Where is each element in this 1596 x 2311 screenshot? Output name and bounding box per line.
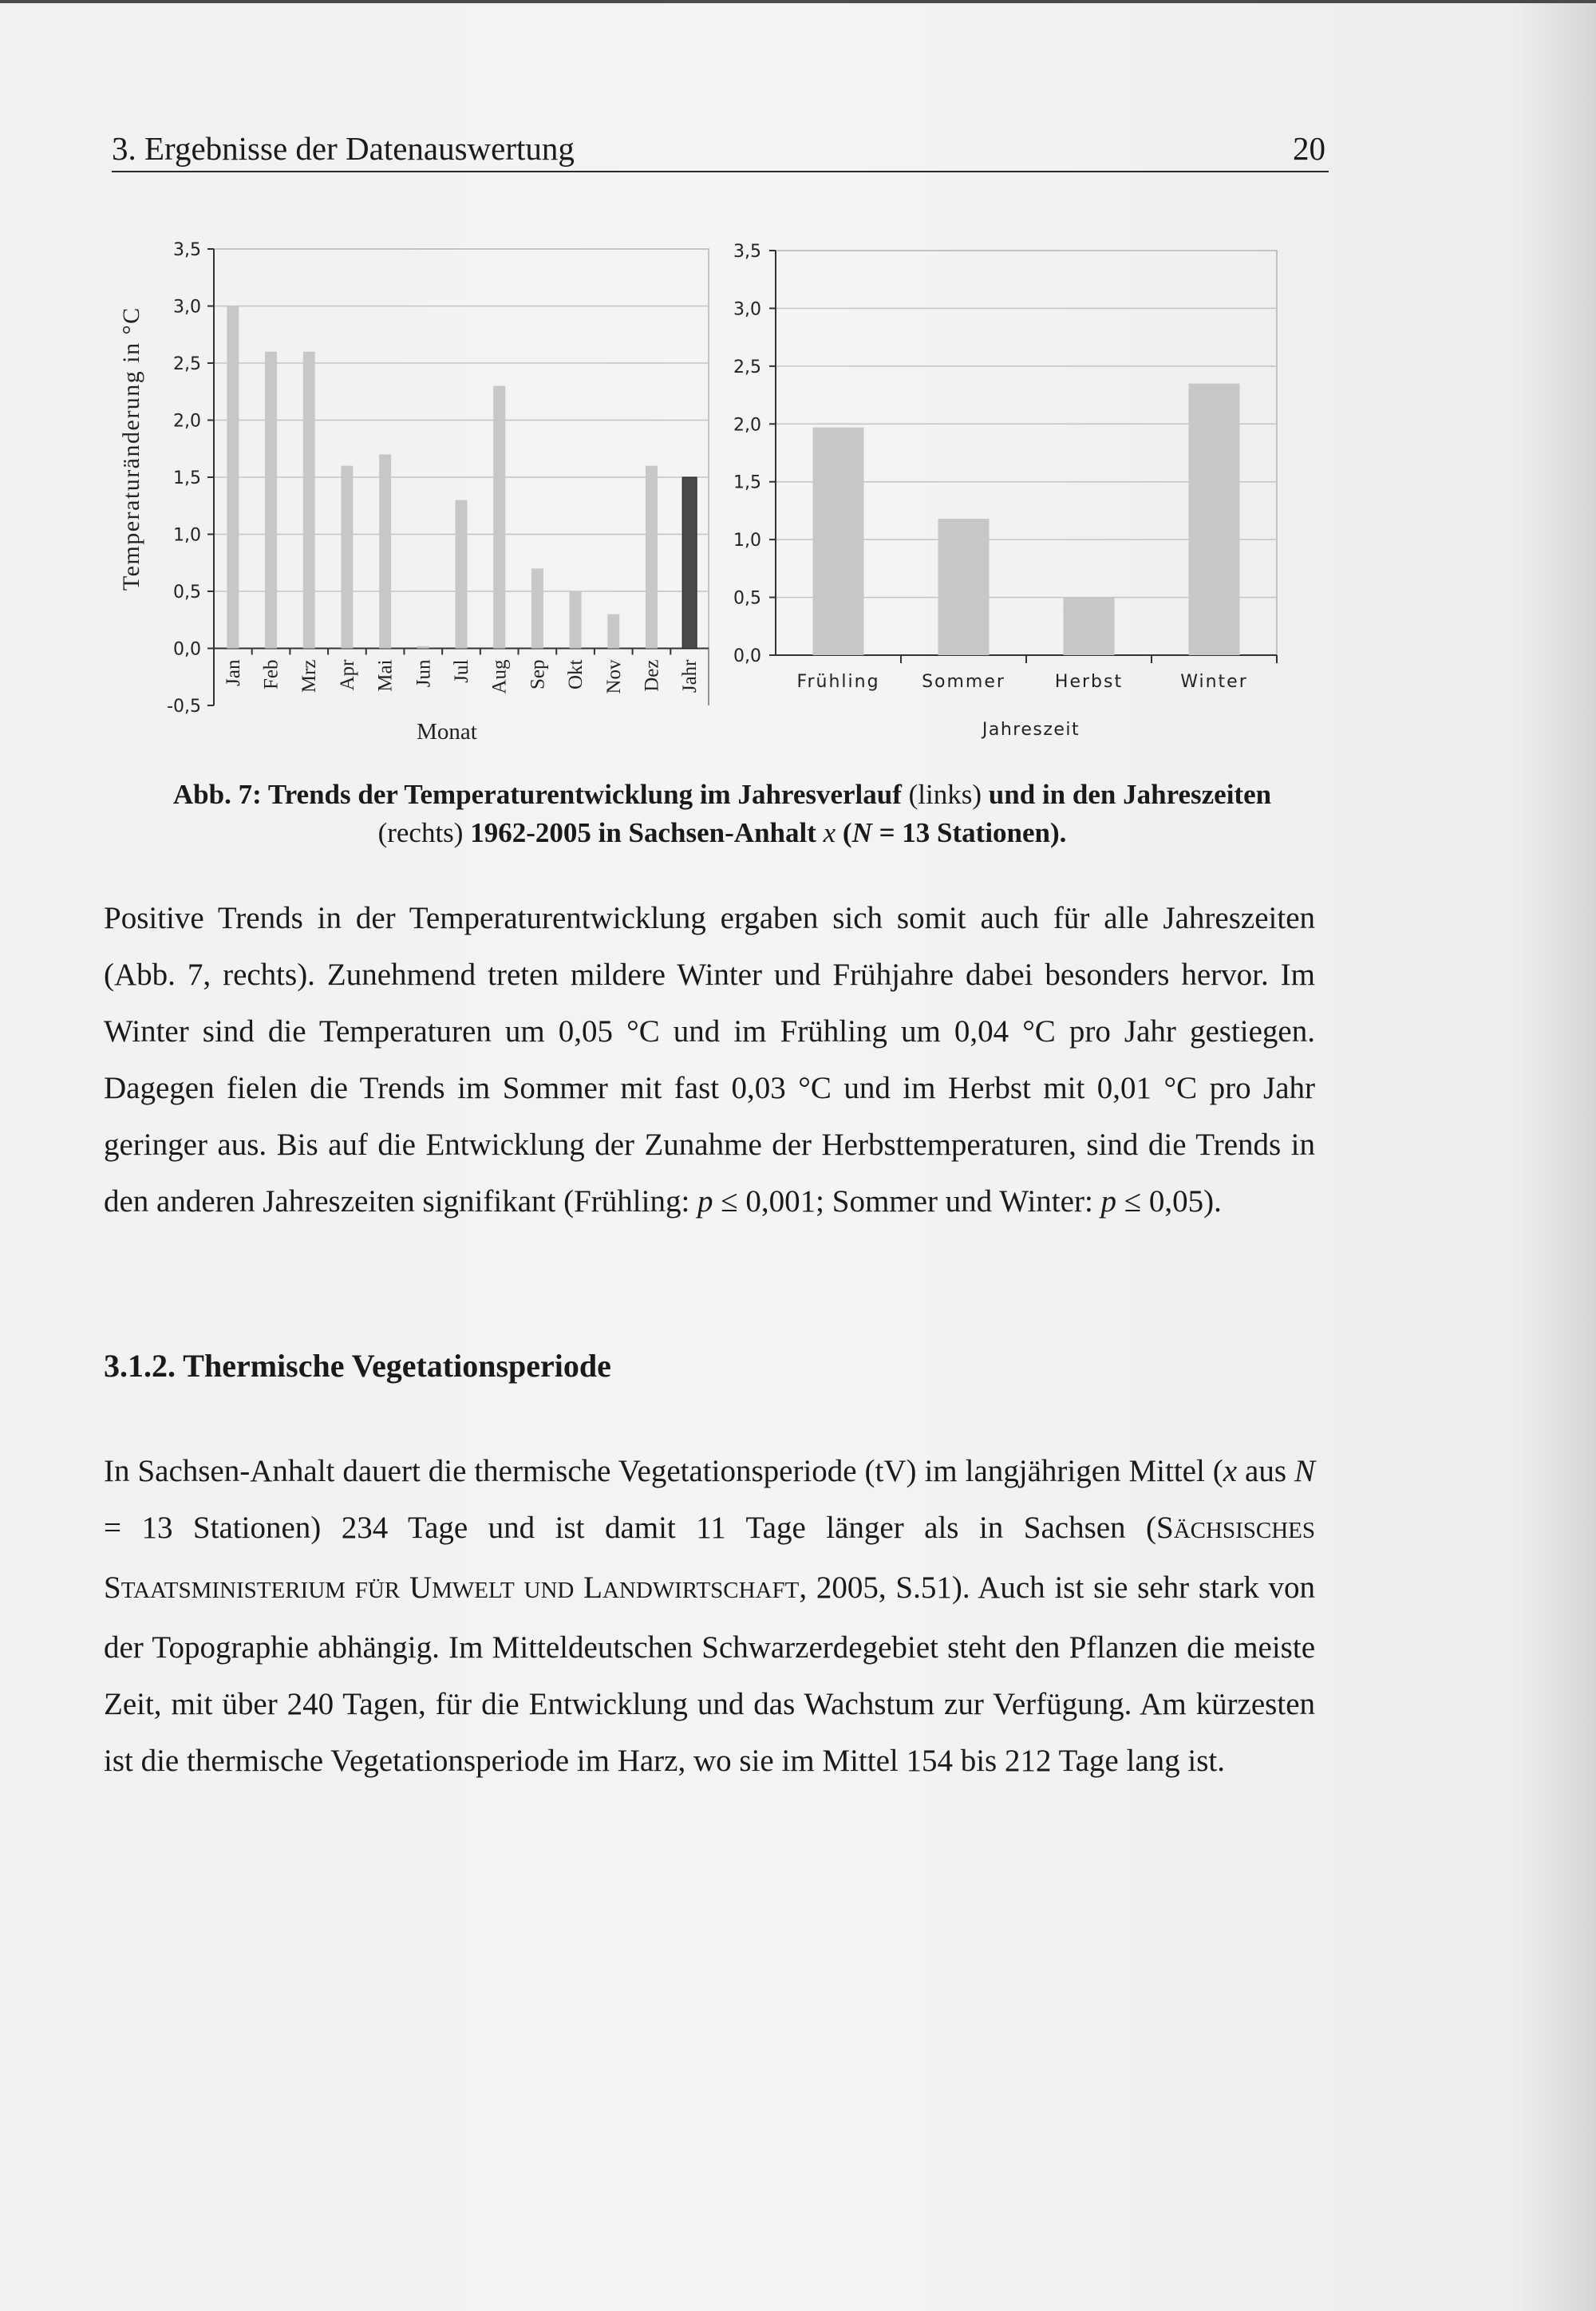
caption-n-tail: = 13 Stationen). <box>871 817 1067 848</box>
para2-text2: aus <box>1237 1454 1294 1488</box>
bar-nov <box>607 614 619 649</box>
bar-dez <box>646 466 658 649</box>
x-tick-label: Okt <box>565 659 587 689</box>
bar-feb <box>265 352 277 649</box>
sc-4-big: U <box>409 1570 433 1605</box>
sc-2-big: S <box>104 1570 121 1605</box>
sc-4-small: MWELT <box>432 1578 515 1603</box>
caption-bold-3: 1962-2005 in Sachsen-Anhalt <box>470 817 824 848</box>
chart-seasonal-trends <box>702 227 1293 746</box>
bar-aug <box>493 386 505 649</box>
bar-mai <box>379 454 391 648</box>
bar-jul <box>456 500 468 649</box>
para1-text3: ≤ 0,05). <box>1116 1184 1222 1219</box>
x-tick-label: Sep <box>527 659 549 689</box>
y-tick-label: 3,5 <box>173 240 201 260</box>
bar-jun <box>417 646 429 649</box>
bar-apr <box>341 466 353 649</box>
x-axis-title: Monat <box>417 719 477 745</box>
y-tick-label: 3,0 <box>733 299 761 320</box>
sc-6-big: L <box>583 1570 602 1605</box>
caption-bold-2: und in den Jahreszeiten <box>988 779 1272 810</box>
bar-frühling <box>813 428 864 655</box>
x-tick-label: Mrz <box>298 659 321 693</box>
x-tick-label: Jahr <box>679 659 701 693</box>
x-tick-label: Mai <box>374 659 397 692</box>
y-tick-label: 2,5 <box>733 357 761 377</box>
bar-sep <box>531 568 543 648</box>
x-tick-label: Jan <box>222 659 244 686</box>
x-tick-label: Sommer <box>922 672 1005 692</box>
chart-monthly-trends <box>112 227 734 746</box>
bar-jahr <box>682 477 697 649</box>
para2-n: N <box>1294 1454 1315 1488</box>
x-tick-label: Apr <box>336 659 358 691</box>
y-tick-label: 1,5 <box>733 472 761 493</box>
caption-x-symbol: x <box>823 817 836 848</box>
sc-1-big: S <box>1156 1511 1174 1545</box>
x-tick-label: Aug <box>488 659 511 694</box>
figure-caption <box>104 776 1341 852</box>
bar-okt <box>570 591 582 649</box>
x-tick-label: Frühling <box>796 672 880 692</box>
page-number: 20 <box>1293 130 1325 167</box>
x-tick-label: Jul <box>451 659 472 683</box>
caption-rechts: (rechts) <box>377 817 471 848</box>
y-tick-label: -0,5 <box>167 697 201 717</box>
x-tick-label: Nov <box>602 659 625 694</box>
bar-winter <box>1189 384 1240 655</box>
bar-mrz <box>303 352 315 649</box>
y-tick-label: 3,5 <box>733 242 761 262</box>
caption-links: (links) <box>901 779 989 810</box>
page-header <box>112 121 1329 172</box>
sc-1-small: ÄCHSISCHES <box>1173 1518 1315 1543</box>
y-tick-label: 2,0 <box>173 411 201 432</box>
x-tick-label: Winter <box>1180 672 1248 692</box>
chapter-title: 3. Ergebnisse der Datenauswertung <box>112 130 575 167</box>
y-tick-label: 2,5 <box>173 354 201 374</box>
para2-text1: In Sachsen-Anhalt dauert die thermische Vegetationsperiode (tV) im langjährigen Mittel ( <box>104 1454 1223 1488</box>
para2-text3: = 13 Stationen) 234 Tage und ist damit 11 Tage länger als in Sachsen ( <box>104 1511 1157 1545</box>
y-axis-title: Temperaturänderung in °C <box>118 306 144 591</box>
y-tick-label: 0,5 <box>733 588 761 609</box>
para1-text1: Positive Trends in der Temperaturentwicklung ergaben sich somit auch für alle Jahreszeiten (Abb. 7, rechts). Zunehmend treten mildere Winter und Frühjahre dabei besonders hervor. Im Winter sind die Temperaturen um 0,05 °C und im Frühling um 0,04 °C pro Jahr gestiegen. Dagegen fielen die Trends im Sommer mit fast 0,03 °C und im Herbst mit 0,01 °C pro Jahr geringer aus. Bis auf die Entwicklung der Zunahme der Herbsttemperaturen, sind die Trends in den anderen Jahreszeiten signifikant (Frühling: <box>104 901 1315 1219</box>
caption-n-symbol: N <box>851 817 872 848</box>
scan-top-edge <box>0 0 1596 3</box>
x-tick-label: Jun <box>413 659 435 688</box>
x-tick-label: Feb <box>260 659 282 689</box>
y-tick-label: 0,0 <box>733 646 761 666</box>
bar-herbst <box>1064 598 1115 655</box>
y-tick-label: 1,0 <box>733 531 761 551</box>
para2-x: x <box>1223 1454 1238 1488</box>
para1-p2: p <box>1100 1184 1117 1219</box>
y-tick-label: 3,0 <box>173 297 201 318</box>
x-tick-label: Dez <box>641 659 663 692</box>
x-tick-label: Herbst <box>1054 672 1124 692</box>
caption-bold-1: Abb. 7: Trends der Temperaturentwicklung im Jahresverlauf <box>172 779 902 810</box>
caption-n-open: ( <box>836 817 852 848</box>
sc-3-small: FÜR <box>354 1578 401 1603</box>
y-tick-label: 1,5 <box>173 468 201 488</box>
bar-jan <box>227 306 239 649</box>
x-axis-title: Jahreszeit <box>982 720 1080 740</box>
paragraph-vegetation-period <box>104 1443 1315 1789</box>
paragraph-seasonal-trends <box>104 890 1315 1230</box>
y-tick-label: 2,0 <box>733 415 761 436</box>
para1-text2: ≤ 0,001; Sommer und Winter: <box>713 1184 1101 1219</box>
y-tick-label: 1,0 <box>173 525 201 546</box>
y-tick-label: 0,5 <box>173 583 201 602</box>
para1-p1: p <box>697 1184 713 1219</box>
sc-6-small: ANDWIRTSCHAFT <box>602 1578 800 1603</box>
para2-text4: , 2005, S.51). Auch ist sie sehr stark von der Topographie abhängig. Im Mitteldeutschen Schwarzerdegebiet steht den Pflanzen die meiste Zeit, mit über 240 Tagen, für die Entwicklung und das Wachstum zur Verfügung. Am kürzesten ist die thermische Vegetationsperiode im Harz, wo sie im Mittel 154 bis 212 Tage lang ist. <box>104 1570 1316 1778</box>
y-tick-label: 0,0 <box>173 639 201 660</box>
bar-sommer <box>938 519 990 655</box>
sc-2-small: TAATSMINISTERIUM <box>120 1578 346 1603</box>
sc-5-small: UND <box>523 1578 575 1603</box>
section-heading: 3.1.2. Thermische Vegetationsperiode <box>104 1348 611 1384</box>
